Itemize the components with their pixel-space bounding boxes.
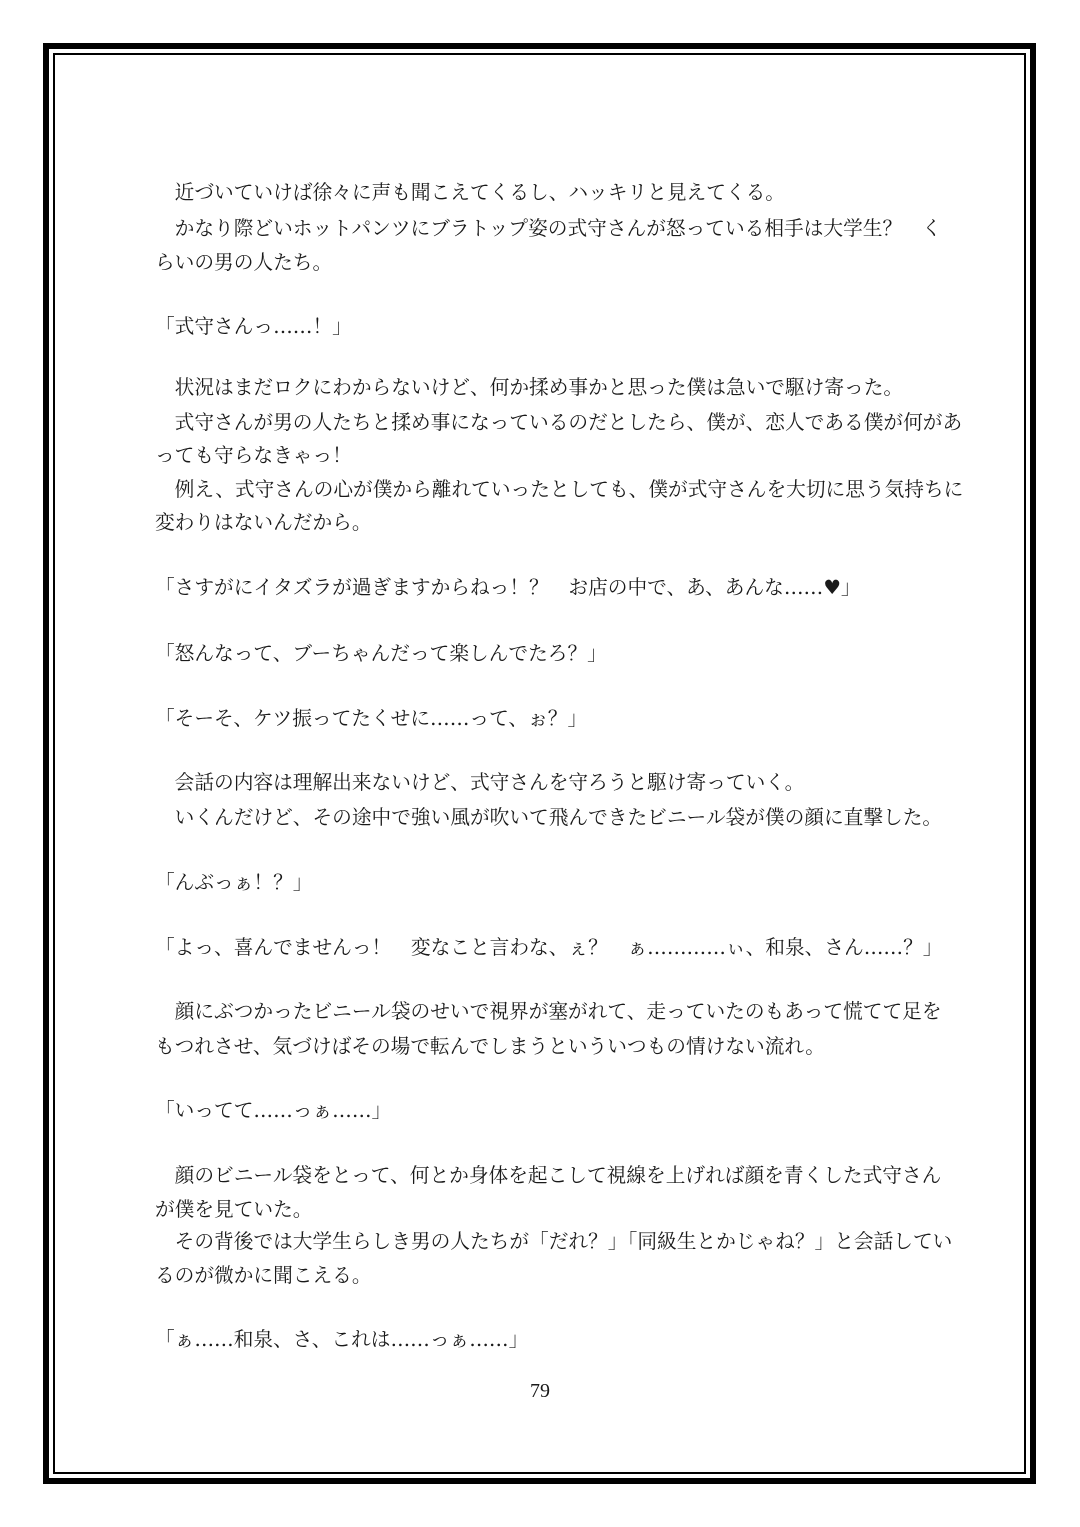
text-line: 近づいていけば徐々に声も聞こえてくるし、ハッキリと見えてくる。 <box>155 181 785 204</box>
text-line: っても守らなきゃっ！ <box>155 444 352 467</box>
text-line: るのが微かに聞こえる。 <box>155 1264 372 1287</box>
page-number: 79 <box>530 1380 550 1402</box>
text-line: いくんだけど、その途中で強い風が吹いて飛んできたビニール袋が僕の顔に直撃した。 <box>155 806 943 829</box>
dialogue-line: 「んぶっぁ！？」 <box>155 871 313 894</box>
text-line: 顔のビニール袋をとって、何とか身体を起こして視線を上げれば顔を青くした式守さん <box>155 1164 942 1187</box>
text-line: 例え、式守さんの心が僕から離れていったとしても、僕が式守さんを大切に思う気持ちに <box>155 478 964 501</box>
text-line: かなり際どいホットパンツにブラトップ姿の式守さんが怒っている相手は大学生？ く <box>155 217 942 240</box>
dialogue-line: 「怒んなって、ブーちゃんだって楽しんでたろ？」 <box>155 642 607 665</box>
dialogue-line: 「さすがにイタズラが過ぎますからねっ！？ お店の中で、あ、あんな……♥」 <box>155 576 861 599</box>
dialogue-line: 「いってて……っぁ……」 <box>155 1099 392 1122</box>
text-line: 顔にぶつかったビニール袋のせいで視界が塞がれて、走っていたのもあって慌てて足を <box>155 1000 942 1023</box>
text-line: 変わりはないんだから。 <box>155 511 372 534</box>
text-line: 会話の内容は理解出来ないけど、式守さんを守ろうと駆け寄っていく。 <box>155 771 805 794</box>
text-line: らいの男の人たち。 <box>155 251 333 274</box>
dialogue-line: 「式守さんっ……！」 <box>155 315 352 338</box>
dialogue-line: 「よっ、喜んでませんっ！ 変なこと言わな、ぇ？ ぁ…………ぃ、和泉、さん……？」 <box>155 936 943 959</box>
text-line: 式守さんが男の人たちと揉め事になっているのだとしたら、僕が、恋人である僕が何があ <box>155 411 963 434</box>
dialogue-line: 「そーそ、ケツ振ってたくせに……って、ぉ？」 <box>155 707 588 730</box>
text-line: が僕を見ていた。 <box>155 1198 313 1221</box>
text-line: もつれさせ、気づけばその場で転んでしまうといういつもの情けない流れ。 <box>155 1035 825 1058</box>
text-line: その背後では大学生らしき男の人たちが「だれ？」「同級生とかじゃね？」と会話してい <box>155 1230 953 1253</box>
text-line: 状況はまだロクにわからないけど、何か揉め事かと思った僕は急いで駆け寄った。 <box>155 376 904 399</box>
dialogue-line: 「ぁ……和泉、さ、これは……っぁ……」 <box>155 1328 529 1351</box>
